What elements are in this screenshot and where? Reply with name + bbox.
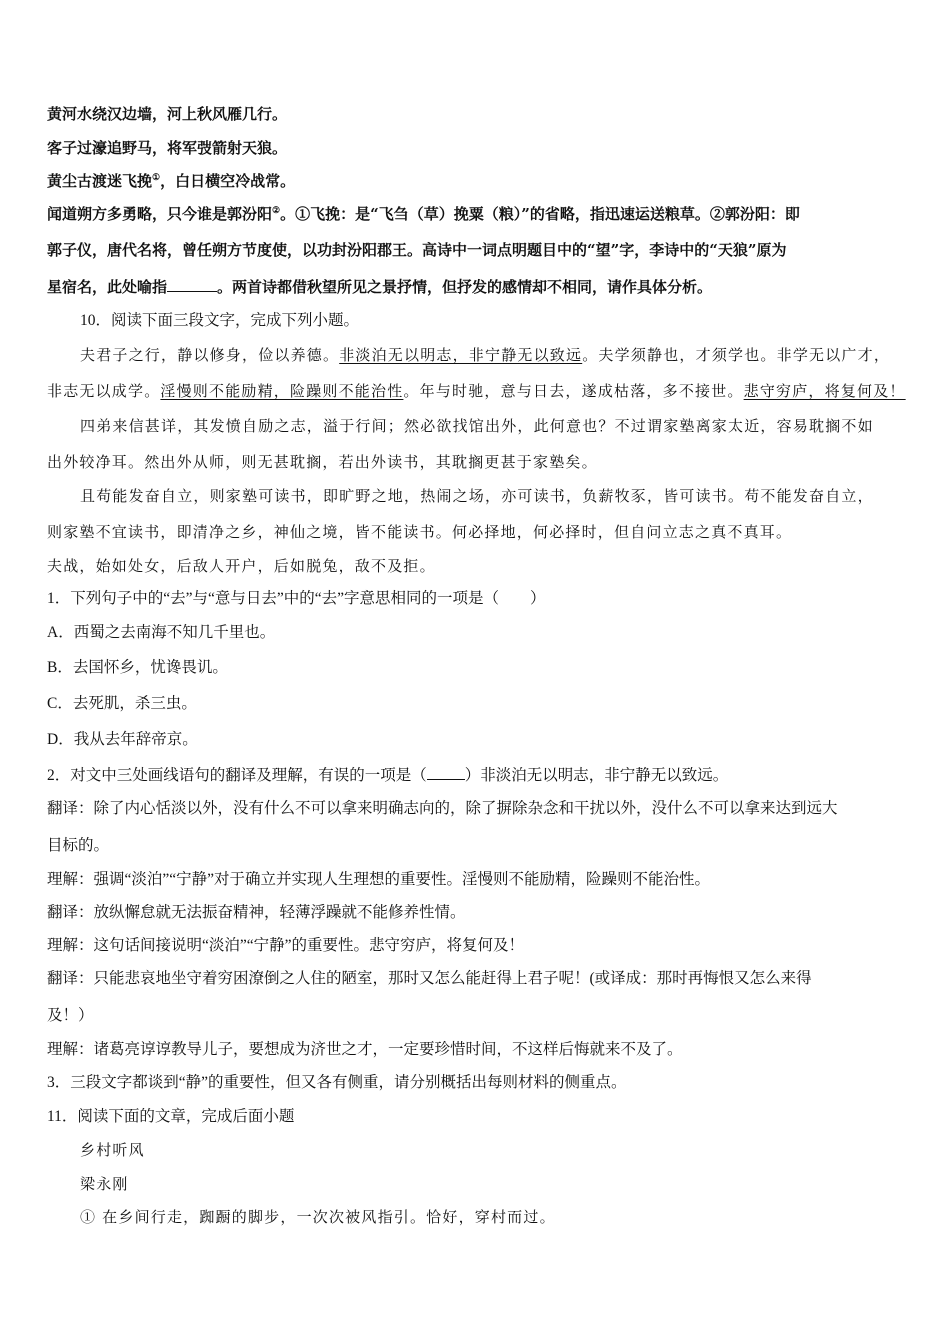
poem-line-2: 客子过濠追野马，将军弢箭射天狼。 [47,139,288,157]
sub1-option-c[interactable]: C．去死肌，杀三虫。 [47,695,197,712]
sub1-option-d[interactable]: D．我从去年辞帝京。 [47,731,198,748]
footnote-mark-1: ① [152,173,161,183]
sub2-line-6: 翻译：只能悲哀地坐守着穷困潦倒之人住的陋室，那时又怎么能赶得上君子呢！(或译成：那时再悔恨又怎么来得 [47,970,812,987]
sub1-option-b[interactable]: B．去国怀乡，忧谗畏讥。 [47,659,228,676]
q10-passage-3-line-2: 则家塾不宜读书，即清净之乡，神仙之境，皆不能读书。何必择地，何必择时，但自问立志之真不真耳。 [47,523,793,541]
poem-question-text: 星宿名，此处喻指 [47,278,168,296]
poem-note-line: 郭子仪，唐代名将，曾任朔方节度使，以功封汾阳郡王。高诗中一词点明题目中的“望”字，李诗中的“天狼”原为 [47,241,787,259]
footnote-mark-2: ② [272,206,281,216]
poem-line-3-text: 黄尘古渡迷飞挽 [47,172,153,190]
sub2-line-3: 理解：强调“淡泊”“宁静”对于确立并实现人生理想的重要性。淫慢则不能励精，险躁则不能治性。 [47,871,711,888]
poem-line-3 [47,171,295,191]
q10-heading: 10．阅读下面三段文字，完成下列小题。 [80,312,360,329]
underlined-sentence-3: 悲守穷庐，将复何及！ [743,382,906,400]
sub2-line-4: 翻译：放纵懈怠就无法振奋精神，轻薄浮躁就不能修养性情。 [47,904,466,921]
q10-passage-1-line-1 [80,345,890,365]
sub2-line-8: 理解：诸葛亮谆谆教导儿子，要想成为济世之才，一定要珍惜时间，不这样后悔就来不及了。 [47,1041,683,1058]
poem-question-text-b: 。两首诗都借秋望所见之景抒情，但抒发的感情却不相同，请作具体分析。 [217,278,713,296]
passage-text: 。夫学须静也，才须学也。非学无以广才， [582,346,891,364]
q10-passage-2-line-2: 出外较净耳。然出外从师，则无甚耽搁，若出外读书，其耽搁更甚于家塾矣。 [47,453,598,471]
sub2-stem-text-b: ）非淡泊无以明志，非宁静无以致远。 [464,767,729,784]
poem-line-1: 黄河水绕汉边墙，河上秋风雁几行。 [47,105,288,123]
answer-blank[interactable] [167,277,217,292]
sub2-line-2: 目标的。 [47,837,110,854]
sub1-stem: 1．下列句子中的“去”与“意与日去”中的“去”字意思相同的一项是（ ） [47,590,546,607]
article-paragraph-1: ① 在乡间行走，踟蹰的脚步，一次次被风指引。恰好，穿村而过。 [80,1208,556,1226]
sub2-stem-text: 2．对文中三处画线语句的翻译及理解，有误的一项是（ [47,767,427,784]
passage-text: 。年与时驰，意与日去，遂成枯落，多不接世。 [403,382,744,400]
poem-line-4-text: 闻道朔方多勇略，只今谁是郭汾阳 [47,205,273,223]
sub2-line-7: 及！） [47,1007,94,1024]
sub3-stem: 3．三段文字都谈到“静”的重要性，但又各有侧重，请分别概括出每则材料的侧重点。 [47,1074,627,1091]
passage-text: 夫君子之行，静以修身，俭以养德。 [80,346,340,364]
q10-passage-4: 夫战，始如处女，后敌人开户，后如脱兔，敌不及拒。 [47,557,436,575]
q10-passage-3-line-1: 且苟能发奋自立，则家塾可读书，即旷野之地，热闹之场，亦可读书，负薪牧豕，皆可读书。苟不能发奋自立， [80,487,874,505]
poem-line-4-text-b: 。①飞挽：是“飞刍（草）挽粟（粮）”的省略，指迅速运送粮草。②郭汾阳：即 [280,205,800,223]
underlined-sentence-1: 非淡泊无以明志，非宁静无以致远 [339,346,583,364]
sub2-line-5: 理解：这句话间接说明“淡泊”“宁静”的重要性。悲守穷庐，将复何及！ [47,937,525,954]
poem-line-4 [47,204,800,224]
sub1-option-a[interactable]: A．西蜀之去南海不知几千里也。 [47,624,276,641]
passage-text: 非志无以成学。 [47,382,161,400]
poem-question-line [47,277,712,297]
answer-blank[interactable] [427,765,465,780]
underlined-sentence-2: 淫慢则不能励精，险躁则不能治性 [160,382,404,400]
article-author: 梁永刚 [80,1175,129,1193]
q11-heading: 11．阅读下面的文章，完成后面小题 [47,1108,295,1125]
q10-passage-1-line-2 [47,381,906,401]
sub2-line-1: 翻译：除了内心恬淡以外，没有什么不可以拿来明确志向的，除了摒除杂念和干扰以外，没什么不可以拿来达到远大 [47,800,838,817]
poem-line-3-text-b: ，白日横空冷战常。 [160,172,296,190]
q10-passage-2-line-1: 四弟来信甚详，其发愤自励之志，溢于行间；然必欲找馆出外，此何意也？不过谓家塾离家太近，容易耽搁不如 [80,417,874,435]
sub2-stem [47,765,728,786]
article-title: 乡村听风 [80,1141,145,1159]
